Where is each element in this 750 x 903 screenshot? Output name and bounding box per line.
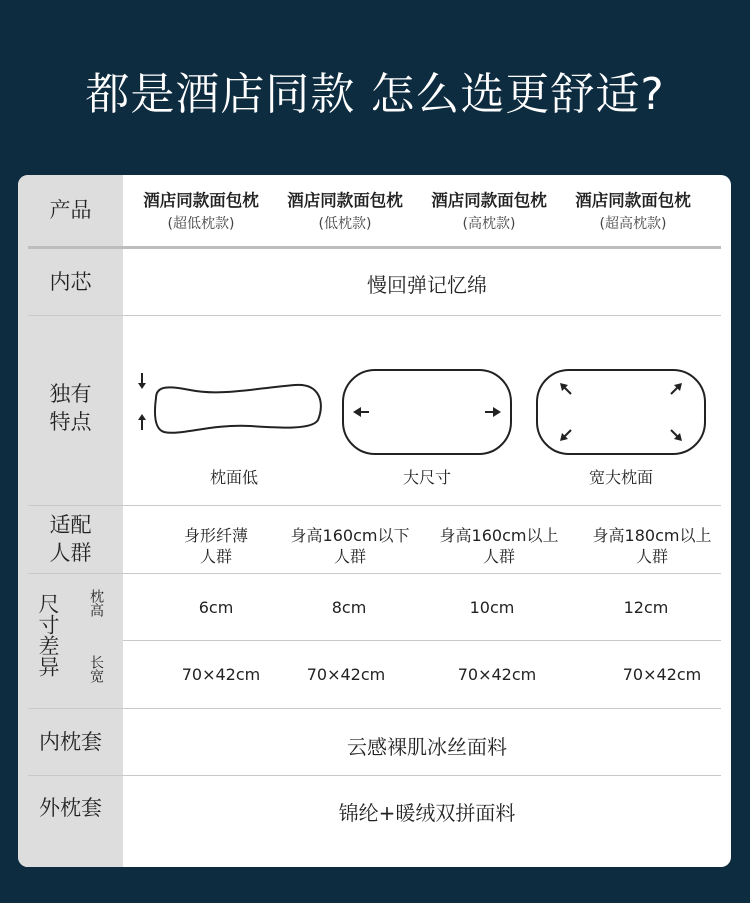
row-divider (28, 708, 721, 709)
label-size: 尺寸差异 (36, 593, 60, 677)
feature-caption: 大尺寸 (402, 468, 451, 487)
fit-line1: 身高160cm以下 (290, 526, 410, 545)
row-divider (28, 775, 721, 776)
fit-line1: 身高160cm以上 (439, 526, 559, 545)
product-name: 酒店同款面包枕 (575, 191, 691, 210)
product-name: 酒店同款面包枕 (431, 191, 547, 210)
label-fit-line1: 适配 (49, 513, 92, 537)
dimension-value: 70×42cm (622, 665, 702, 684)
fit-cell (577, 525, 727, 567)
product-name: 酒店同款面包枕 (287, 191, 403, 210)
expand-pillow-shape-icon (535, 368, 707, 458)
label-size-length: 长宽 (88, 655, 104, 683)
product-header (275, 190, 415, 235)
label-product: 产品 (49, 198, 92, 222)
height-value: 10cm (469, 598, 515, 617)
label-feature-line2: 特点 (49, 410, 92, 434)
height-value: 6cm (198, 598, 234, 617)
fit-line1: 身高180cm以上 (592, 526, 712, 545)
product-header (131, 190, 271, 235)
wide-pillow-shape-icon (341, 368, 513, 458)
label-size-height: 枕高 (88, 589, 104, 617)
row-divider (123, 640, 721, 641)
label-feature-line1: 独有 (49, 382, 92, 406)
product-name: 酒店同款面包枕 (143, 191, 259, 210)
product-variant: (超高枕款) (599, 216, 667, 232)
low-pillow-shape-icon (130, 368, 330, 438)
label-core: 内芯 (49, 270, 92, 294)
inner-cover-material: 云感裸肌冰丝面料 (347, 735, 507, 759)
fit-cell (424, 525, 574, 567)
fit-line2: 人群 (635, 547, 668, 566)
height-value: 12cm (623, 598, 669, 617)
product-header (563, 190, 703, 235)
outer-cover-material: 锦纶+暖绒双拼面料 (338, 801, 516, 825)
fit-cell (141, 525, 291, 567)
product-variant: (低枕款) (318, 216, 372, 232)
dimension-value: 70×42cm (457, 665, 537, 684)
product-variant: (超低枕款) (167, 216, 235, 232)
dimension-value: 70×42cm (181, 665, 261, 684)
label-inner-cover: 内枕套 (39, 730, 102, 754)
row-divider (28, 315, 721, 316)
row-divider (28, 573, 721, 574)
dimension-value: 70×42cm (306, 665, 386, 684)
fit-line2: 人群 (199, 547, 232, 566)
feature-caption: 枕面低 (209, 468, 258, 487)
fit-line2: 人群 (333, 547, 366, 566)
feature-caption: 宽大枕面 (588, 468, 653, 487)
fit-line2: 人群 (482, 547, 515, 566)
header-divider (28, 246, 721, 249)
core-material: 慢回弹记忆绵 (367, 273, 487, 297)
comparison-table (18, 175, 731, 867)
product-variant: (高枕款) (462, 216, 516, 232)
page-title: 都是酒店同款 怎么选更舒适? (85, 69, 665, 120)
label-outer-cover: 外枕套 (39, 796, 102, 820)
height-value: 8cm (331, 598, 367, 617)
product-header (419, 190, 559, 235)
fit-line1: 身形纤薄 (183, 526, 248, 545)
row-divider (28, 505, 721, 506)
fit-cell (275, 525, 425, 567)
label-fit-line2: 人群 (49, 541, 92, 565)
